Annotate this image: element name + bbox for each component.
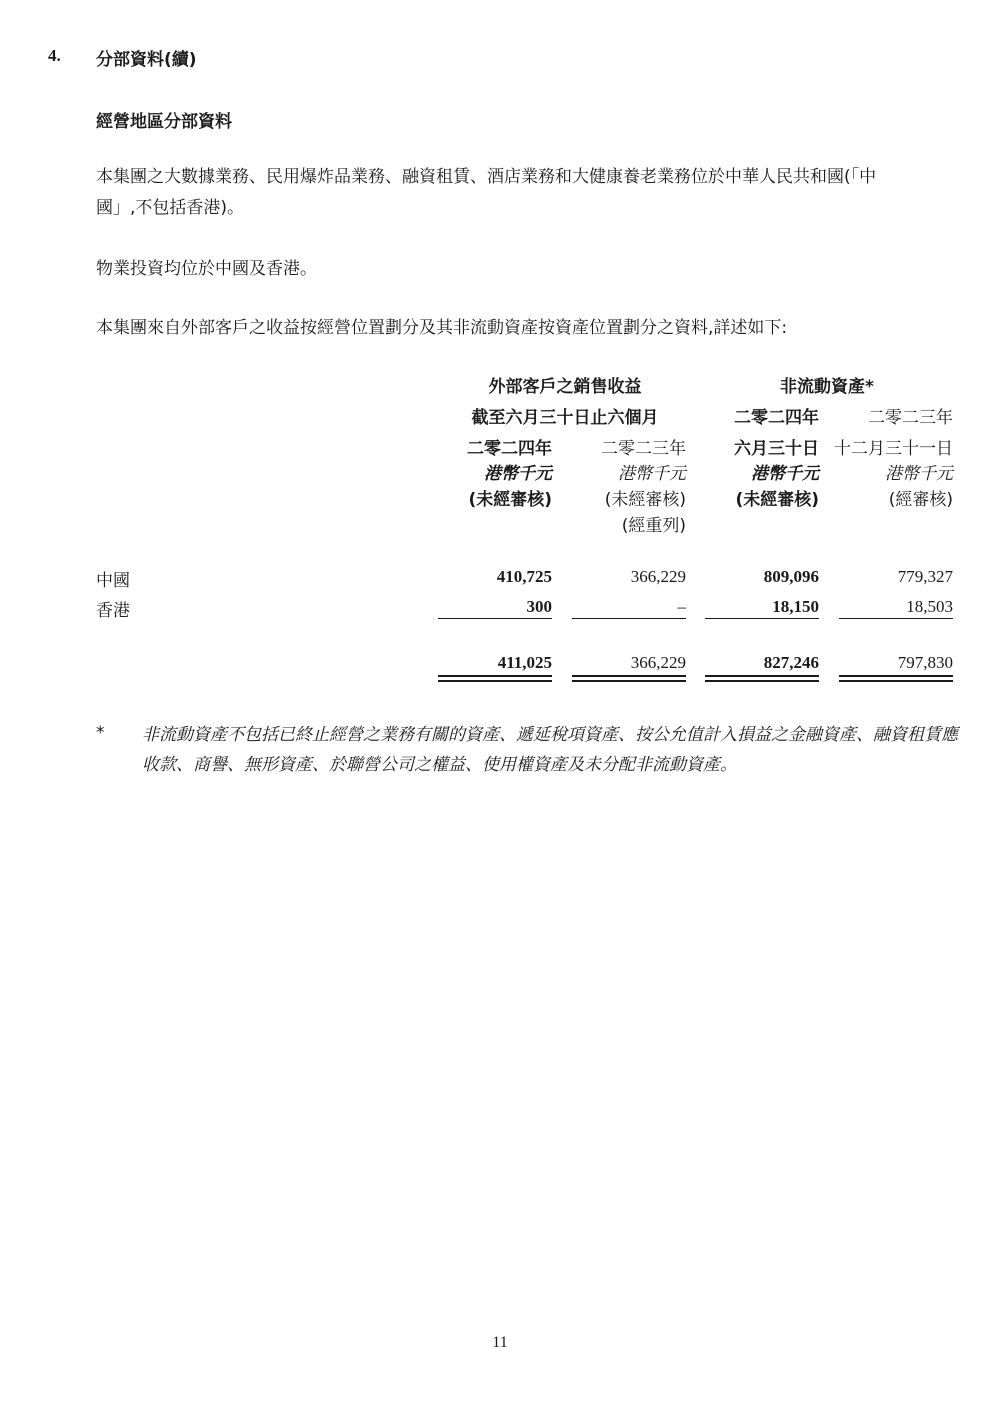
cell-hongkong-col3: 18,150 xyxy=(772,597,819,616)
section-title: 分部資料(續) xyxy=(96,50,197,70)
header-col3-year: 二零二四年 xyxy=(734,408,819,428)
header-col4-unit: 港幣千元 xyxy=(885,464,953,484)
header-col1-year: 二零二四年 xyxy=(467,439,552,459)
total-double-rule-col4 xyxy=(839,675,953,682)
footnote-marker: * xyxy=(96,723,105,743)
total-double-rule-col2 xyxy=(572,675,686,682)
row-label-hongkong: 香港 xyxy=(96,601,130,621)
total-col4: 797,830 xyxy=(897,653,953,672)
total-col3: 827,246 xyxy=(763,653,819,672)
cell-china-col2: 366,229 xyxy=(630,567,686,586)
header-col2-note2: (經重列) xyxy=(621,516,686,536)
header-revenue-period: 截至六月三十日止六個月 xyxy=(471,408,659,428)
row-label-china: 中國 xyxy=(96,571,130,591)
header-col2-year: 二零二三年 xyxy=(601,439,686,459)
header-col3-note: (未經審核) xyxy=(735,490,819,510)
section-number: 4. xyxy=(48,46,61,65)
subtotal-rule-col1 xyxy=(438,618,552,619)
header-col3-unit: 港幣千元 xyxy=(751,464,819,484)
header-assets-title: 非流動資產* xyxy=(780,377,874,397)
header-col4-date: 十二月三十一日 xyxy=(834,439,953,459)
subtotal-rule-col2 xyxy=(572,618,686,619)
cell-hongkong-col2: – xyxy=(677,597,686,616)
total-col2: 366,229 xyxy=(630,653,686,672)
header-col1-unit: 港幣千元 xyxy=(484,464,552,484)
page-number: 11 xyxy=(492,1334,508,1351)
cell-china-col4: 779,327 xyxy=(897,567,953,586)
paragraph-1-line-2: 國」,不包括香港)。 xyxy=(96,198,245,218)
header-col2-unit: 港幣千元 xyxy=(618,464,686,484)
subtotal-rule-col4 xyxy=(839,618,953,619)
cell-china-col1: 410,725 xyxy=(496,567,552,586)
header-revenue-title: 外部客戶之銷售收益 xyxy=(488,377,642,397)
cell-china-col3: 809,096 xyxy=(763,567,819,586)
header-col4-year: 二零二三年 xyxy=(868,408,953,428)
total-col1: 411,025 xyxy=(497,653,552,672)
subsection-title: 經營地區分部資料 xyxy=(96,112,232,132)
header-col3-date: 六月三十日 xyxy=(734,439,819,459)
footnote-text: 非流動資產不包括已終止經營之業務有關的資產、遞延稅項資產、按公允值計入損益之金融資產、融資租賃應收款、商譽、無形資產、於聯營公司之權益、使用權資產及未分配非流動資產。 xyxy=(142,725,958,775)
total-double-rule-col3 xyxy=(705,675,819,682)
paragraph-3: 本集團來自外部客戶之收益按經營位置劃分及其非流動資產按資產位置劃分之資料,詳述如下: xyxy=(96,318,788,338)
subtotal-rule-col3 xyxy=(705,618,819,619)
header-col4-note: (經審核) xyxy=(888,490,953,510)
paragraph-2: 物業投資均位於中國及香港。 xyxy=(96,259,317,279)
cell-hongkong-col4: 18,503 xyxy=(906,597,953,616)
cell-hongkong-col1: 300 xyxy=(526,597,552,616)
header-col1-note: (未經審核) xyxy=(468,490,552,510)
header-col2-note: (未經審核) xyxy=(604,490,686,510)
total-double-rule-col1 xyxy=(438,675,552,682)
paragraph-1-line-1: 本集團之大數據業務、民用爆炸品業務、融資租賃、酒店業務和大健康養老業務位於中華人民共和國(「中 xyxy=(96,167,877,187)
